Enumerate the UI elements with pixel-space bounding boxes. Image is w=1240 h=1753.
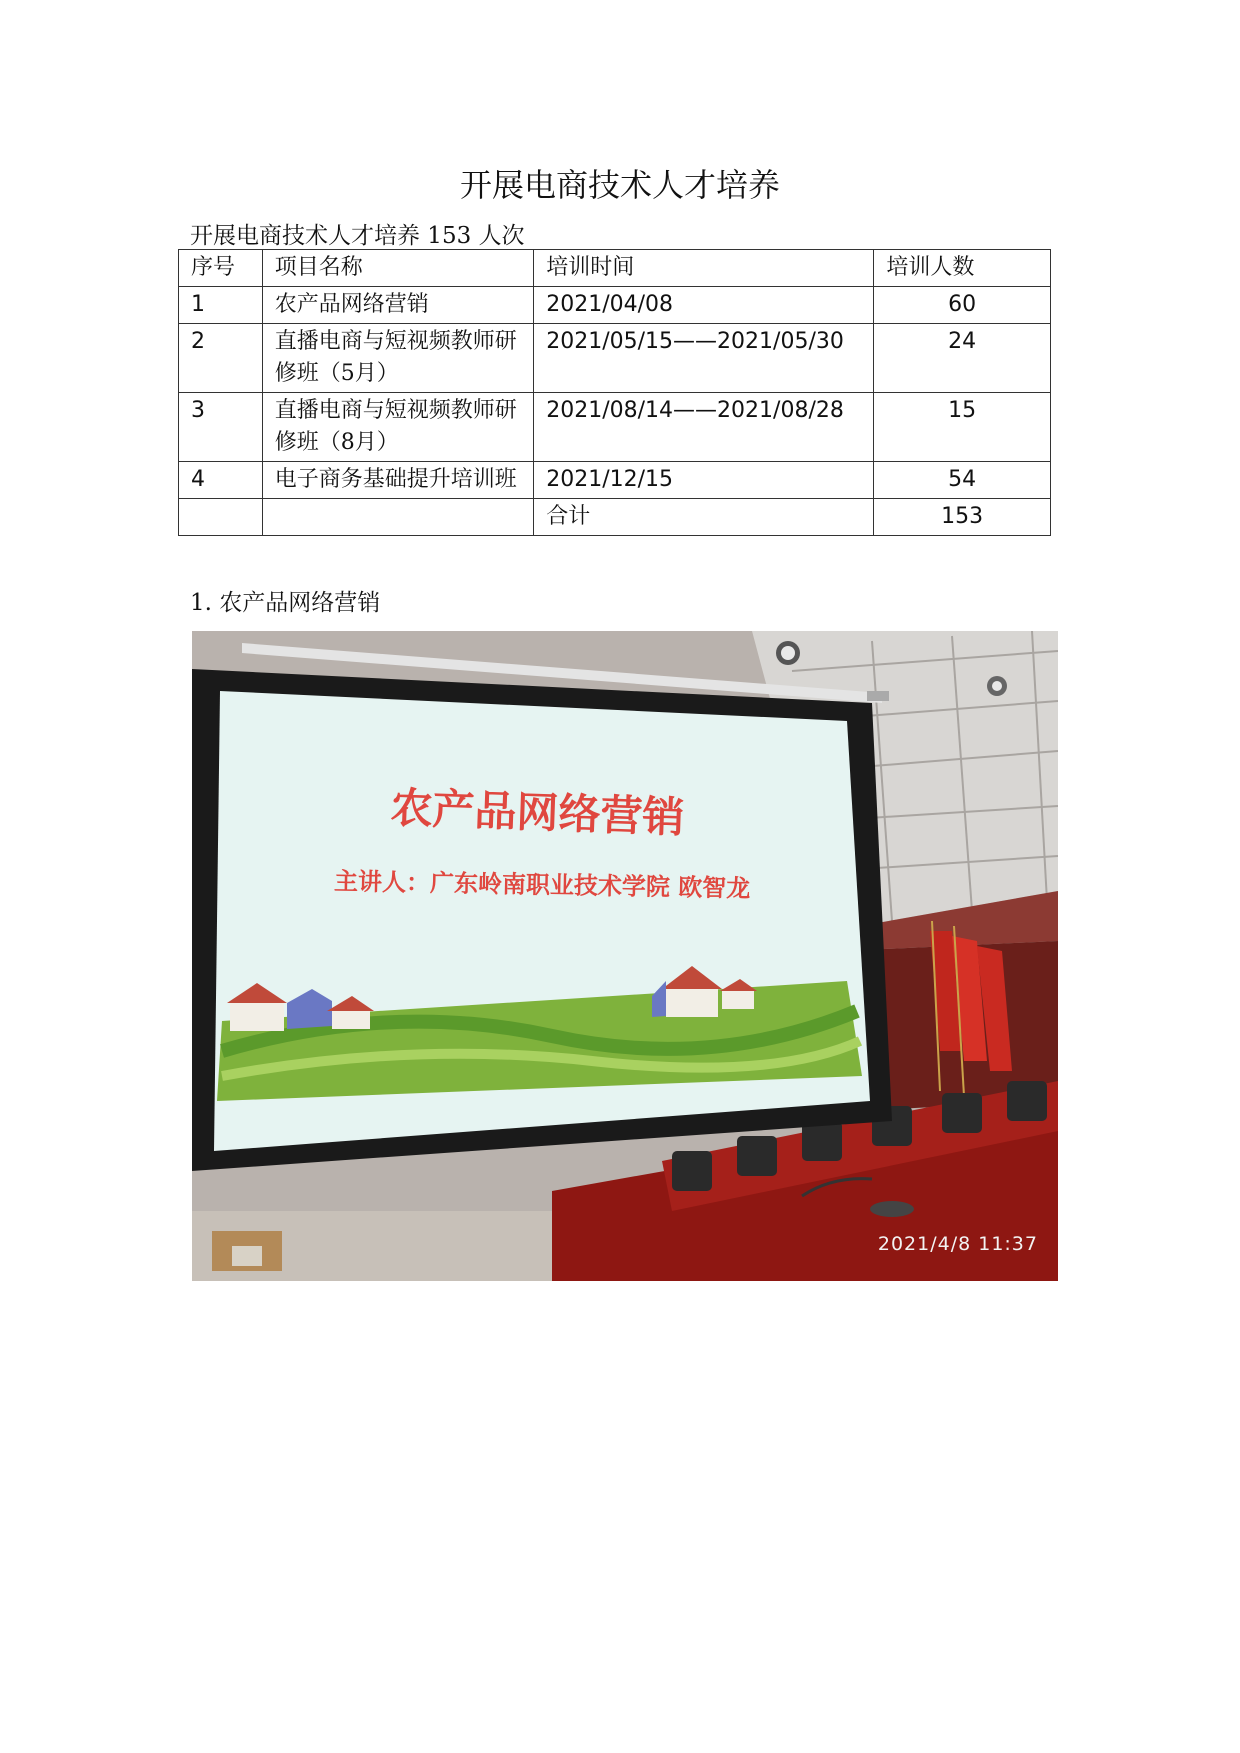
cell-time: 2021/04/08 — [534, 287, 874, 324]
cell-count: 15 — [874, 393, 1051, 462]
header-count: 培训人数 — [874, 250, 1051, 287]
cell-count: 60 — [874, 287, 1051, 324]
slide-title: 农产品网络营销 — [389, 782, 686, 843]
cell-name: 直播电商与短视频教师研修班（5月） — [262, 324, 533, 393]
table-total-row — [179, 499, 1051, 536]
cell-time: 2021/08/14——2021/08/28 — [534, 393, 874, 462]
table-row — [179, 287, 1051, 324]
table-row — [179, 393, 1051, 462]
cell-no: 1 — [179, 287, 263, 324]
slide-speaker: 主讲人：广东岭南职业技术学院 欧智龙 — [333, 867, 751, 903]
table-row — [179, 462, 1051, 499]
table-row — [179, 324, 1051, 393]
page-title: 开展电商技术人才培养 — [459, 166, 780, 204]
cell-time: 2021/05/15——2021/05/30 — [534, 324, 874, 393]
total-count: 153 — [874, 499, 1051, 536]
header-name: 项目名称 — [262, 250, 533, 287]
cell-count: 54 — [874, 462, 1051, 499]
cell-empty — [262, 499, 533, 536]
cell-name: 农产品网络营销 — [262, 287, 533, 324]
photo-illustration — [192, 631, 1058, 1281]
cell-empty — [179, 499, 263, 536]
cell-count: 24 — [874, 324, 1051, 393]
cell-no: 3 — [179, 393, 263, 462]
training-table — [178, 249, 1051, 536]
header-no: 序号 — [179, 250, 263, 287]
training-photo — [192, 631, 1058, 1281]
cell-no: 4 — [179, 462, 263, 499]
total-label: 合计 — [534, 499, 874, 536]
cell-time: 2021/12/15 — [534, 462, 874, 499]
table-header-row — [179, 250, 1051, 287]
cell-no: 2 — [179, 324, 263, 393]
section-heading: 1. 农产品网络营销 — [190, 590, 381, 616]
page-subtitle: 开展电商技术人才培养 153 人次 — [190, 223, 525, 249]
header-time: 培训时间 — [534, 250, 874, 287]
photo-timestamp: 2021/4/8 11:37 — [877, 1233, 1038, 1255]
cell-name: 直播电商与短视频教师研修班（8月） — [262, 393, 533, 462]
cell-name: 电子商务基础提升培训班 — [262, 462, 533, 499]
